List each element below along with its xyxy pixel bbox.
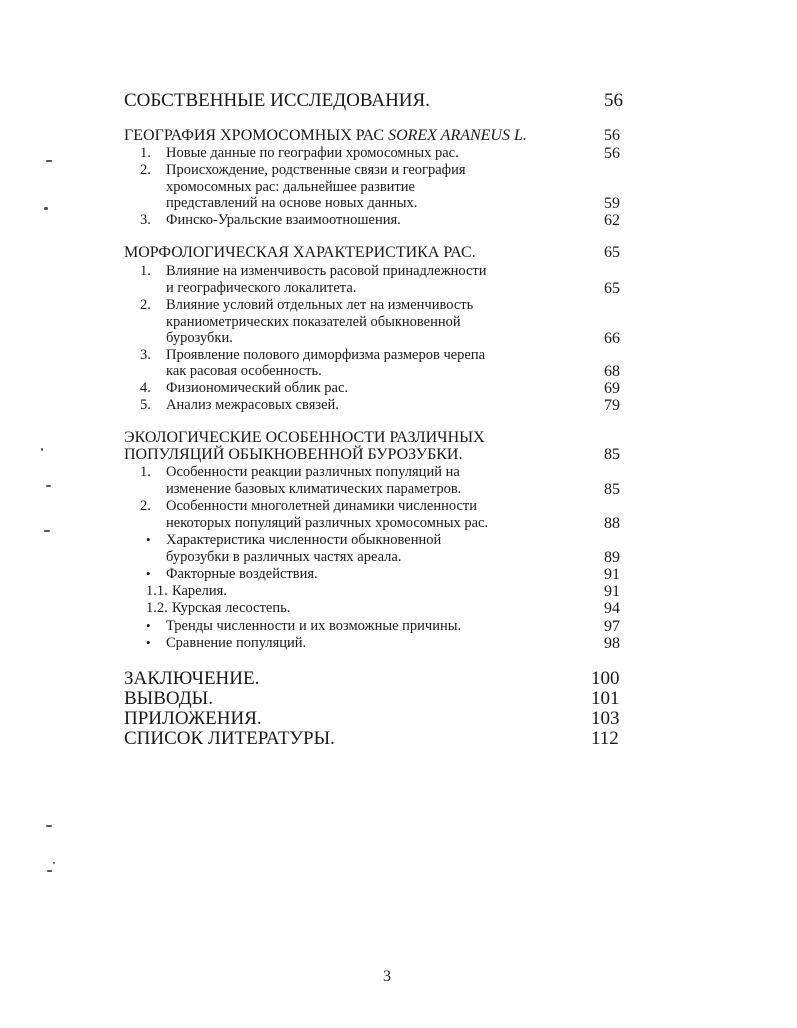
scan-speck bbox=[41, 448, 43, 451]
toc-section-title: МОРФОЛОГИЧЕСКАЯ ХАРАКТЕРИСТИКА РАС. bbox=[124, 244, 476, 261]
toc-section-title: ЭКОЛОГИЧЕСКИЕ ОСОБЕННОСТИ РАЗЛИЧНЫХ bbox=[124, 429, 485, 446]
scan-speck bbox=[46, 825, 52, 827]
toc-section-page: 85 bbox=[604, 446, 620, 463]
toc-section-page: 65 bbox=[604, 244, 620, 261]
toc-section-page: 56 bbox=[604, 127, 620, 144]
scan-speck bbox=[46, 160, 52, 162]
bullet-icon: • bbox=[146, 618, 151, 633]
page-number: 3 bbox=[383, 968, 391, 985]
scan-speck bbox=[53, 862, 55, 864]
toc-section-title: ГЕОГРАФИЯ ХРОМОСОМНЫХ РАС SOREX ARANEUS L. bbox=[124, 127, 527, 144]
scan-speck bbox=[44, 530, 50, 532]
toc-entry-title: СОБСТВЕННЫЕ ИССЛЕДОВАНИЯ. bbox=[124, 90, 430, 111]
bullet-icon: • bbox=[146, 566, 151, 581]
bullet-icon: • bbox=[146, 635, 151, 650]
document-page: СОБСТВЕННЫЕ ИССЛЕДОВАНИЯ. 56 ГЕОГРАФИЯ ХРОМОСОМНЫХ РАС SOREX ARANEUS L. 56 1. Новые данные по географии хромосомных рас. 56 2. Происхождение, родственные связи и география хромосомных рас: дальнейшее развитие представлений на основе новых данных. 59 3. Финско-Уральские взаимоотношения. 62 МОРФОЛОГИЧЕСКАЯ ХАРАКТЕРИСТИКА РАС. 65 1. Влияние на изменчивость расовой принадлежности и географического локалитета. 65 2. Влияние условий отдельных лет на изменчивость краниометрических показателей обыкновенной бурозубки. 66 3. Проявление полового диморфизма размеров черепа как расовая особенность. 68 4. Физиономический облик рас. 69 5. Анализ межрасовых связей. 79 ЭКОЛОГИЧЕСКИЕ ОСОБЕННОСТИ РАЗЛИЧНЫХ ПОПУЛЯЦИЙ ОБЫКНОВЕННОЙ БУРОЗУБКИ. 85 1. Особенности реакции различных популяций на изменение базовых климатических параметров. 85 2. Особенности многолетней динамики численности некоторых популяций различных хромосомных рас. 88 • Характеристика численности обыкновенной бурозубки в различных частях ареала. 89 • Факторные воздействия. 91 1.1. Карелия. 91 1.2. Курская лесостепь. 94 • Тренды численности и их возможные причины. 97 • Сравнение популяций. 98 ЗАКЛЮЧЕНИЕ. 100 ВЫВОДЫ. 101 ПРИЛОЖЕНИЯ. 103 СПИСОК ЛИТЕРАТУРЫ. 112 3 bbox=[0, 0, 797, 1028]
toc-section-title: ПОПУЛЯЦИЙ ОБЫКНОВЕННОЙ БУРОЗУБКИ. bbox=[124, 446, 463, 463]
scan-speck bbox=[47, 870, 52, 872]
toc-entry-page: 56 bbox=[604, 90, 623, 111]
scan-speck bbox=[46, 485, 51, 487]
bullet-icon: • bbox=[146, 532, 151, 547]
scan-speck bbox=[44, 207, 48, 210]
